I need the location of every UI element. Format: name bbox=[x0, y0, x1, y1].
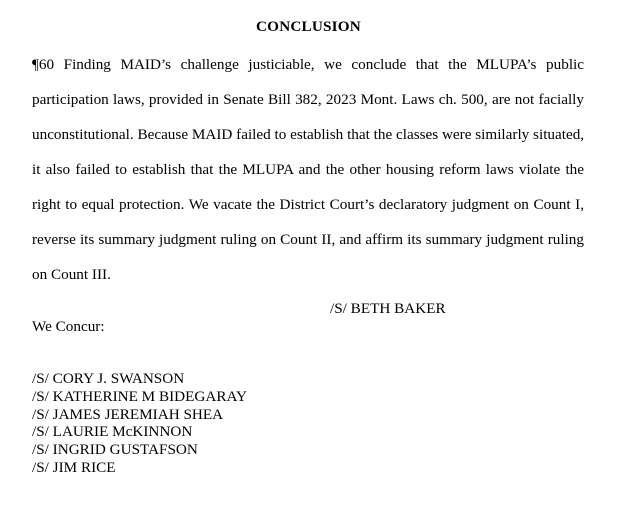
paragraph-line: reverse its summary judgment ruling on Count II, and affirm its summary judgment ruling bbox=[32, 231, 584, 248]
paragraph-line: it also failed to establish that the MLUPA and the other housing reform laws violate the bbox=[32, 161, 584, 178]
author-signature: /S/ BETH BAKER bbox=[330, 300, 446, 317]
paragraph-line: right to equal protection. We vacate the District Court’s declaratory judgment on Count I, bbox=[32, 196, 584, 213]
paragraph-line: participation laws, provided in Senate Bill 382, 2023 Mont. Laws ch. 500, are not facially bbox=[32, 91, 584, 108]
concur-label: We Concur: bbox=[32, 318, 105, 335]
justice-signature: /S/ JAMES JEREMIAH SHEA bbox=[32, 405, 224, 423]
justice-signature: /S/ INGRID GUSTAFSON bbox=[32, 441, 198, 459]
justice-signature: /S/ CORY J. SWANSON bbox=[32, 370, 185, 387]
justice-signature: /S/ JIM RICE bbox=[32, 458, 116, 476]
paragraph-line: unconstitutional. Because MAID failed to establish that the classes were similarly situated, bbox=[32, 126, 585, 143]
section-heading: CONCLUSION bbox=[256, 18, 361, 35]
paragraph-line: ¶60 Finding MAID’s challenge justiciable, we conclude that the MLUPA’s public bbox=[32, 56, 584, 73]
paragraph-line: on Count III. bbox=[32, 266, 111, 283]
concurring-justices-list bbox=[32, 370, 247, 477]
justice-signature: /S/ KATHERINE M BIDEGARAY bbox=[32, 387, 248, 405]
justice-signature: /S/ LAURIE McKINNON bbox=[32, 423, 193, 441]
